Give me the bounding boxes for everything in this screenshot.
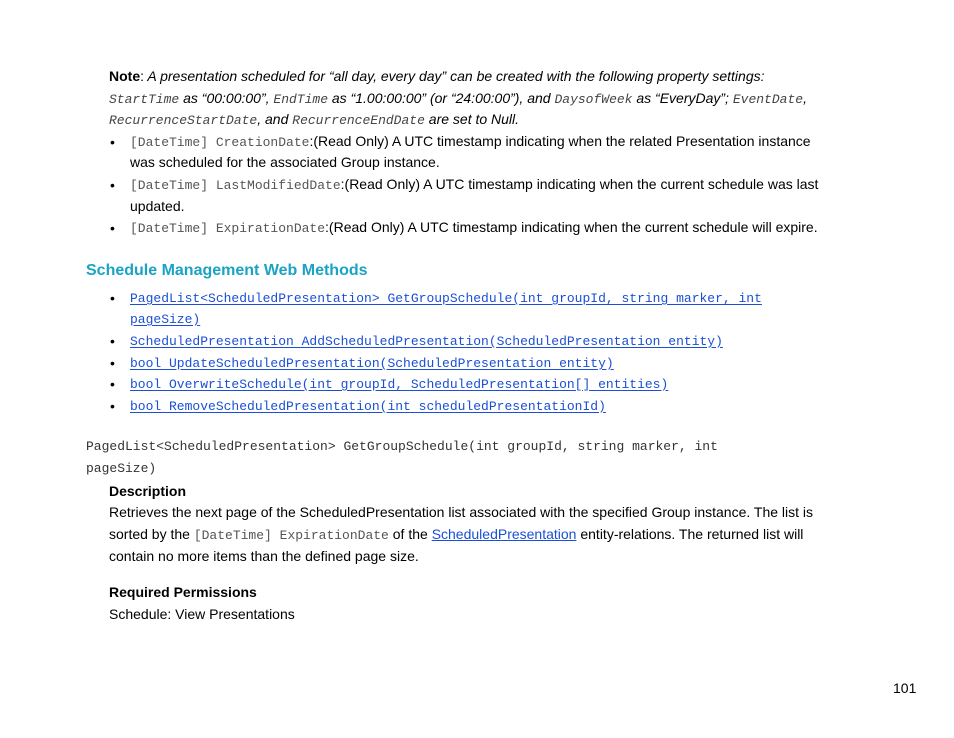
bullet-icon: • [110, 376, 115, 392]
description-line-1: Retrieves the next page of the ScheduledPresentation list associated with the specified Group instance. The list is [109, 504, 814, 520]
note-line-3: RecurrenceStartDate, and RecurrenceEndDate are set to Null. [109, 111, 520, 128]
bullet-icon: • [110, 355, 115, 371]
section-title: Schedule Management Web Methods [86, 262, 368, 279]
method-link-get-group-schedule[interactable]: PagedList<ScheduledPresentation> GetGroupSchedule(int groupId, string marker, int [130, 291, 762, 306]
bullet-icon: • [110, 333, 115, 349]
property-creation-date: [DateTime] CreationDate:(Read Only) A UTC timestamp indicating when the related Presentation instance [130, 133, 811, 150]
method-link-get-group-schedule-cont[interactable]: pageSize) [130, 312, 201, 327]
permissions-heading: Required Permissions [109, 584, 257, 600]
method-signature: PagedList<ScheduledPresentation> GetGroupSchedule(int groupId, string marker, int [86, 439, 718, 454]
description-line-3: contain no more items than the defined page size. [109, 548, 419, 564]
bullet-icon: • [110, 398, 115, 414]
method-link-update-scheduled-presentation[interactable]: bool UpdateScheduledPresentation(ScheduledPresentation entity) [130, 356, 614, 371]
note-line-2: StartTime as “00:00:00”, EndTime as “1.00:00:00” (or “24:00:00”), and DaysofWeek as “EveryDay”; EventDate, [109, 90, 807, 107]
note-line-1: Note: A presentation scheduled for “all day, every day” can be created with the following property settings: [109, 68, 765, 84]
page-number: 101 [893, 680, 917, 696]
property-last-modified-date-cont: updated. [130, 198, 185, 214]
note-label: Note [109, 68, 141, 84]
method-link-remove-scheduled-presentation[interactable]: bool RemoveScheduledPresentation(int scheduledPresentationId) [130, 399, 606, 414]
scheduled-presentation-link[interactable]: ScheduledPresentation [431, 526, 577, 542]
permissions-value: Schedule: View Presentations [109, 606, 295, 622]
bullet-icon: • [110, 290, 115, 306]
method-signature-cont: pageSize) [86, 461, 157, 476]
property-expiration-date: [DateTime] ExpirationDate:(Read Only) A UTC timestamp indicating when the current schedule will expire. [130, 219, 818, 236]
property-last-modified-date: [DateTime] LastModifiedDate:(Read Only) A UTC timestamp indicating when the current schedule was last [130, 176, 819, 193]
method-link-add-scheduled-presentation[interactable]: ScheduledPresentation AddScheduledPresentation(ScheduledPresentation entity) [130, 334, 723, 349]
bullet-icon: • [110, 134, 115, 150]
bullet-icon: • [110, 177, 115, 193]
bullet-icon: • [110, 220, 115, 236]
property-creation-date-cont: was scheduled for the associated Group instance. [130, 154, 440, 170]
method-link-overwrite-schedule[interactable]: bool OverwriteSchedule(int groupId, ScheduledPresentation[] entities) [130, 377, 669, 392]
description-line-2: sorted by the [DateTime] ExpirationDate of the ScheduledPresentation entity-relations. The returned list will [109, 526, 804, 543]
note-intro: A presentation scheduled for “all day, every day” can be created with the following property settings: [144, 68, 765, 84]
description-heading: Description [109, 483, 187, 499]
